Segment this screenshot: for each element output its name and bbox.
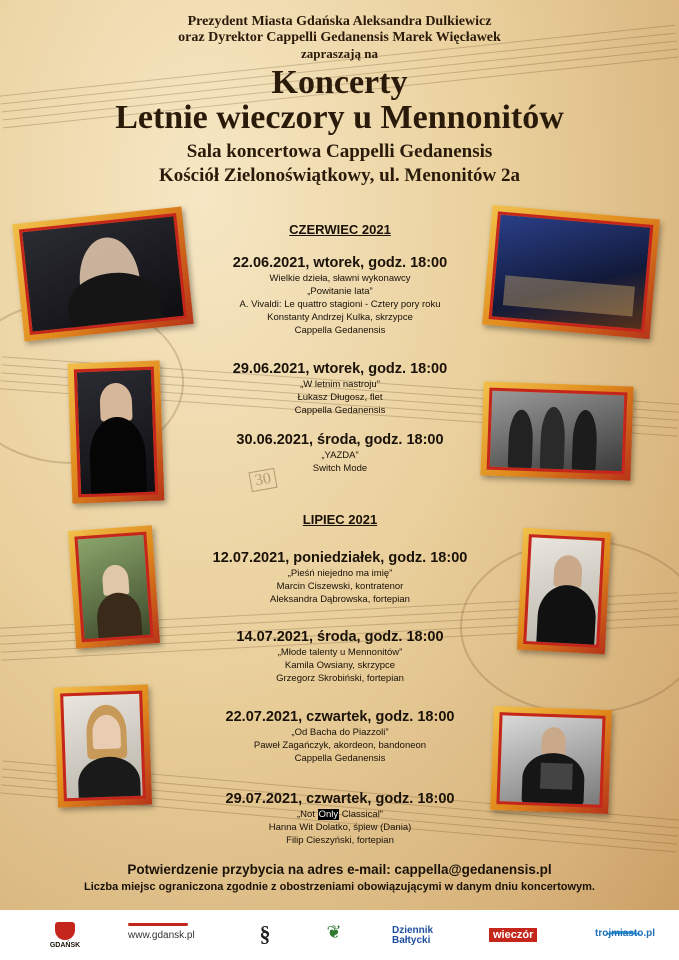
event-line: A. Vivaldi: Le quattro stagioni - Cztery pory roku	[239, 299, 441, 310]
photo-violinist	[12, 206, 193, 341]
venue-address: Kościół Zielonoświątkowy, ul. Menonitów 2a	[158, 165, 521, 186]
leaf-logo: ❦	[326, 922, 342, 942]
event-title-post: Classical”	[339, 809, 383, 820]
event-2021-06-30	[190, 431, 490, 475]
event-line: Grzegorz Skrobiński, fortepian	[276, 673, 404, 684]
event-title-only: Only	[318, 809, 339, 820]
cappella-gedanensis-logo: §	[259, 921, 271, 946]
wieczor-logo: wieczór	[489, 928, 537, 942]
event-2021-06-29	[190, 360, 490, 417]
event-line: Konstanty Andrzej Kulka, skrzypce	[267, 312, 413, 323]
event-line: Cappella Gedanensis	[294, 325, 386, 336]
photo-violinist-garden	[68, 525, 160, 649]
sponsor-logos-bar	[0, 910, 679, 960]
invitation-line-3: zapraszają na	[301, 46, 378, 61]
event-line: Paweł Zagańczyk, akordeon, bandoneon	[253, 740, 427, 751]
event-line: „W letnim nastroju”	[300, 379, 380, 390]
event-2021-06-22	[190, 254, 490, 337]
photo-orchestra-stage	[482, 205, 660, 339]
event-line: Łukasz Długosz, flet	[297, 392, 383, 403]
event-line: Aleksandra Dąbrowska, fortepian	[270, 594, 410, 605]
event-title	[190, 808, 490, 821]
event-line: Marcin Ciszewski, kontratenor	[276, 581, 404, 592]
confirmation-note: Potwierdzenie przybycia na adres e-mail: cappella@gedanensis.pl	[127, 862, 552, 877]
photo-singer	[54, 684, 152, 807]
trojmiasto-logo	[595, 928, 655, 940]
event-title-pre: „Not	[297, 809, 318, 820]
invitation-line-2: oraz Dyrektor Cappelli Gedanensis Marek Więcławek	[178, 30, 501, 45]
header	[0, 14, 679, 188]
event-line: Cappella Gedanensis	[294, 753, 386, 764]
event-line: „Pieśń niejedno ma imię”	[287, 568, 393, 579]
event-2021-07-29	[190, 790, 490, 847]
title-concerts: Koncerty	[271, 64, 408, 101]
photo-countertenor	[517, 528, 611, 654]
event-2021-07-12	[190, 549, 490, 606]
venue-hall: Sala koncertowa Cappelli Gedanensis	[186, 141, 493, 162]
gdansk-logo-text: GDAŃSK	[49, 942, 81, 949]
event-line: Wielkie dzieła, sławni wykonawcy	[269, 273, 411, 284]
gdansk-logo	[42, 922, 88, 949]
event-2021-07-14	[190, 628, 490, 685]
www-gdansk-text: www.gdansk.pl	[128, 930, 195, 941]
event-line: „Powitanie lata”	[307, 286, 373, 297]
www-gdansk-logo	[128, 930, 195, 941]
event-date: 22.07.2021, czwartek, godz. 18:00	[225, 709, 455, 725]
month-heading-july: LIPIEC 2021	[302, 512, 378, 527]
photo-accordionist	[490, 706, 612, 814]
event-date: 22.06.2021, wtorek, godz. 18:00	[232, 255, 448, 271]
swoosh-icon	[128, 923, 188, 926]
event-line: „Młode talenty u Mennonitów”	[277, 647, 403, 658]
event-line: Filip Cieszyński, fortepian	[286, 835, 394, 846]
baltycki-text: Bałtycki	[392, 935, 431, 946]
event-line: Hanna Wit Dolatko, śpiew (Dania)	[268, 822, 412, 833]
trojmiasto-text: trojmiasto.pl	[595, 928, 656, 939]
event-line: „YAZDA”	[321, 450, 359, 461]
gdansk-crest-icon	[55, 922, 75, 940]
event-date: 29.07.2021, czwartek, godz. 18:00	[225, 791, 455, 807]
photo-switch-mode-band	[480, 381, 633, 480]
event-line: Kamila Owsiany, skrzypce	[284, 660, 396, 671]
event-line: Cappella Gedanensis	[294, 405, 386, 416]
capacity-note: Liczba miejsc ograniczona zgodnie z obostrzeniami obowiązującymi w danym dniu koncertowym.	[84, 881, 595, 893]
photo-flutist	[68, 360, 165, 503]
title-series: Letnie wieczory u Mennonitów	[115, 99, 564, 136]
event-date: 14.07.2021, środa, godz. 18:00	[236, 629, 444, 645]
event-line: „Od Bacha do Piazzoli”	[291, 727, 389, 738]
page-number-stamp: 30	[248, 468, 277, 492]
event-2021-07-22	[190, 708, 490, 765]
invitation-line-1: Prezydent Miasta Gdańska Aleksandra Dulkiewicz	[187, 14, 492, 29]
month-heading-june: CZERWIEC 2021	[289, 222, 391, 237]
event-date: 12.07.2021, poniedziałek, godz. 18:00	[212, 550, 468, 566]
event-date: 29.06.2021, wtorek, godz. 18:00	[232, 361, 448, 377]
event-line: Switch Mode	[312, 463, 368, 474]
event-date: 30.06.2021, środa, godz. 18:00	[236, 432, 444, 448]
dziennik-baltycki-logo	[392, 926, 433, 946]
dziennik-text: Dziennik	[392, 925, 434, 936]
